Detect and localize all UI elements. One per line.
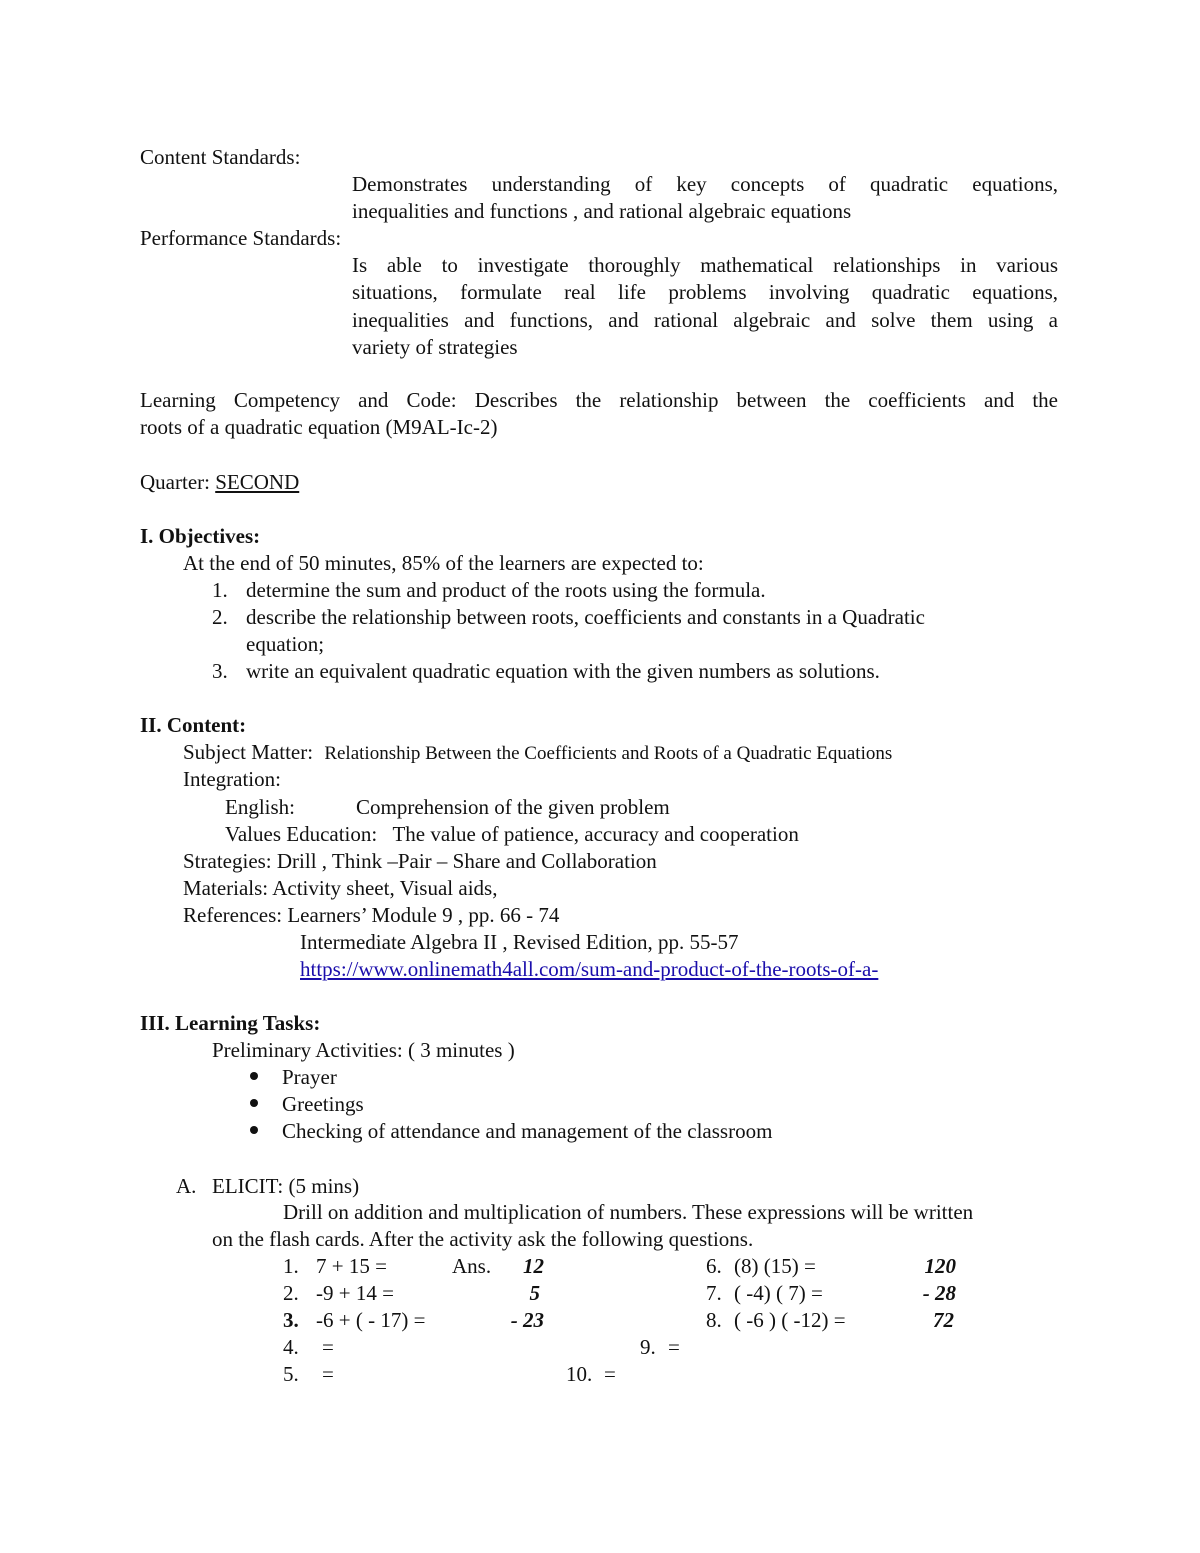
objectives-intro: At the end of 50 minutes, 85% of the learners are expected to: <box>183 551 704 575</box>
drill-item-2-answer: 5 <box>529 1281 540 1305</box>
objectives-heading: I. Objectives: <box>140 524 261 548</box>
content-standards-line-2: inequalities and functions , and rational algebraic equations <box>352 199 852 223</box>
drill-item-4-number: 4. <box>283 1335 299 1359</box>
bullet-item-attendance: Checking of attendance and management of the classroom <box>282 1119 773 1143</box>
objective-item-3 <box>212 660 880 683</box>
english-value: Comprehension of the given problem <box>356 795 670 819</box>
subject-matter-label: Subject Matter: <box>183 740 314 764</box>
quarter-value: SECOND <box>215 470 300 494</box>
drill-item-10-number: 10. <box>566 1362 593 1386</box>
content-standards-line-1: Demonstrates understanding of key concepts of quadratic equations, <box>352 172 1058 196</box>
bullet-item-prayer: Prayer <box>282 1065 337 1089</box>
performance-standards-line-3: inequalities and functions, and rational algebraic and solve them using a <box>352 308 1058 332</box>
drill-item-3-expression: -6 + ( - 17) = <box>316 1308 426 1332</box>
drill-item-1-number: 1. <box>283 1254 299 1278</box>
subject-matter <box>183 741 892 765</box>
drill-item-6-answer: 120 <box>924 1254 956 1278</box>
drill-item-5-number: 5. <box>283 1362 299 1386</box>
reference-item-2: Intermediate Algebra II , Revised Edition, pp. 55-57 <box>300 930 739 954</box>
drill-item-10-expression: = <box>604 1362 616 1386</box>
objective-text: describe the relationship between roots, coefficients and constants in a Quadratic <box>246 605 925 629</box>
drill-item-8-expression: ( -6 ) ( -12) = <box>734 1308 846 1332</box>
bullet-item-greetings: Greetings <box>282 1092 364 1116</box>
drill-item-2-number: 2. <box>283 1281 299 1305</box>
drill-item-1-expression: 7 + 15 = <box>316 1254 387 1278</box>
materials: Materials: Activity sheet, Visual aids, <box>183 876 498 900</box>
performance-standards-line-1: Is able to investigate thoroughly mathematical relationships in various <box>352 253 1058 277</box>
content-heading: II. Content: <box>140 713 247 737</box>
drill-item-9-number: 9. <box>640 1335 656 1359</box>
answer-label: Ans. <box>452 1254 492 1278</box>
competency-line-1: Learning Competency and Code: Describes the relationship between the coefficients and the <box>140 388 1058 412</box>
drill-item-7-number: 7. <box>706 1281 722 1305</box>
objective-number: 3. <box>212 659 228 683</box>
bullet-icon <box>250 1099 258 1107</box>
bullet-icon <box>250 1072 258 1080</box>
values-education-value: The value of patience, accuracy and cooperation <box>392 822 799 846</box>
competency-line-2: roots of a quadratic equation (M9AL-Ic-2) <box>140 415 498 439</box>
content-standards-label: Content Standards: <box>140 145 301 169</box>
reference-link[interactable]: https://www.onlinemath4all.com/sum-and-product-of-the-roots-of-a- <box>300 957 879 981</box>
elicit-line-1: Drill on addition and multiplication of numbers. These expressions will be written <box>283 1200 974 1224</box>
integration-label: Integration: <box>183 767 281 791</box>
strategies: Strategies: Drill , Think –Pair – Share and Collaboration <box>183 849 657 873</box>
drill-item-8-number: 8. <box>706 1308 722 1332</box>
references-label: References: <box>183 903 283 927</box>
drill-item-2-expression: -9 + 14 = <box>316 1281 394 1305</box>
drill-item-6-number: 6. <box>706 1254 722 1278</box>
drill-item-4-expression: = <box>322 1335 334 1359</box>
objective-item-1 <box>212 579 766 602</box>
objective-number: 1. <box>212 578 228 602</box>
elicit-line-2: on the flash cards. After the activity ask the following questions. <box>212 1227 754 1251</box>
elicit-letter: A. <box>176 1174 197 1198</box>
drill-item-1-answer: 12 <box>523 1254 544 1278</box>
preliminary-activities: Preliminary Activities: ( 3 minutes ) <box>212 1038 515 1062</box>
subject-matter-value: Relationship Between the Coefficients and Roots of a Quadratic Equations <box>324 743 893 764</box>
performance-standards-line-2: situations, formulate real life problems involving quadratic equations, <box>352 280 1058 304</box>
learning-tasks-heading: III. Learning Tasks: <box>140 1011 321 1035</box>
performance-standards-line-4: variety of strategies <box>352 335 518 359</box>
drill-item-5-expression: = <box>322 1362 334 1386</box>
objective-item-2 <box>212 606 925 629</box>
performance-standards-label: Performance Standards: <box>140 226 342 250</box>
objective-number: 2. <box>212 605 228 629</box>
references <box>183 904 559 927</box>
bullet-icon <box>250 1126 258 1134</box>
values-education <box>225 823 799 846</box>
english-label: English: <box>225 795 296 819</box>
drill-item-7-expression: ( -4) ( 7) = <box>734 1281 823 1305</box>
quarter <box>140 471 299 494</box>
drill-item-3-answer: - 23 <box>510 1308 544 1332</box>
reference-item-1: Learners’ Module 9 , pp. 66 - 74 <box>287 903 560 927</box>
objective-text: write an equivalent quadratic equation with the given numbers as solutions. <box>246 659 880 683</box>
objective-text: determine the sum and product of the roots using the formula. <box>246 578 766 602</box>
drill-item-7-answer: - 28 <box>922 1281 956 1305</box>
elicit-title: ELICIT: (5 mins) <box>212 1174 360 1198</box>
drill-item-6-expression: (8) (15) = <box>734 1254 816 1278</box>
objective-item-2-continued: equation; <box>246 632 325 656</box>
quarter-label: Quarter: <box>140 470 210 494</box>
drill-item-9-expression: = <box>668 1335 680 1359</box>
drill-item-3-number: 3. <box>283 1308 299 1332</box>
values-education-label: Values Education: <box>225 822 378 846</box>
drill-item-8-answer: 72 <box>933 1308 954 1332</box>
